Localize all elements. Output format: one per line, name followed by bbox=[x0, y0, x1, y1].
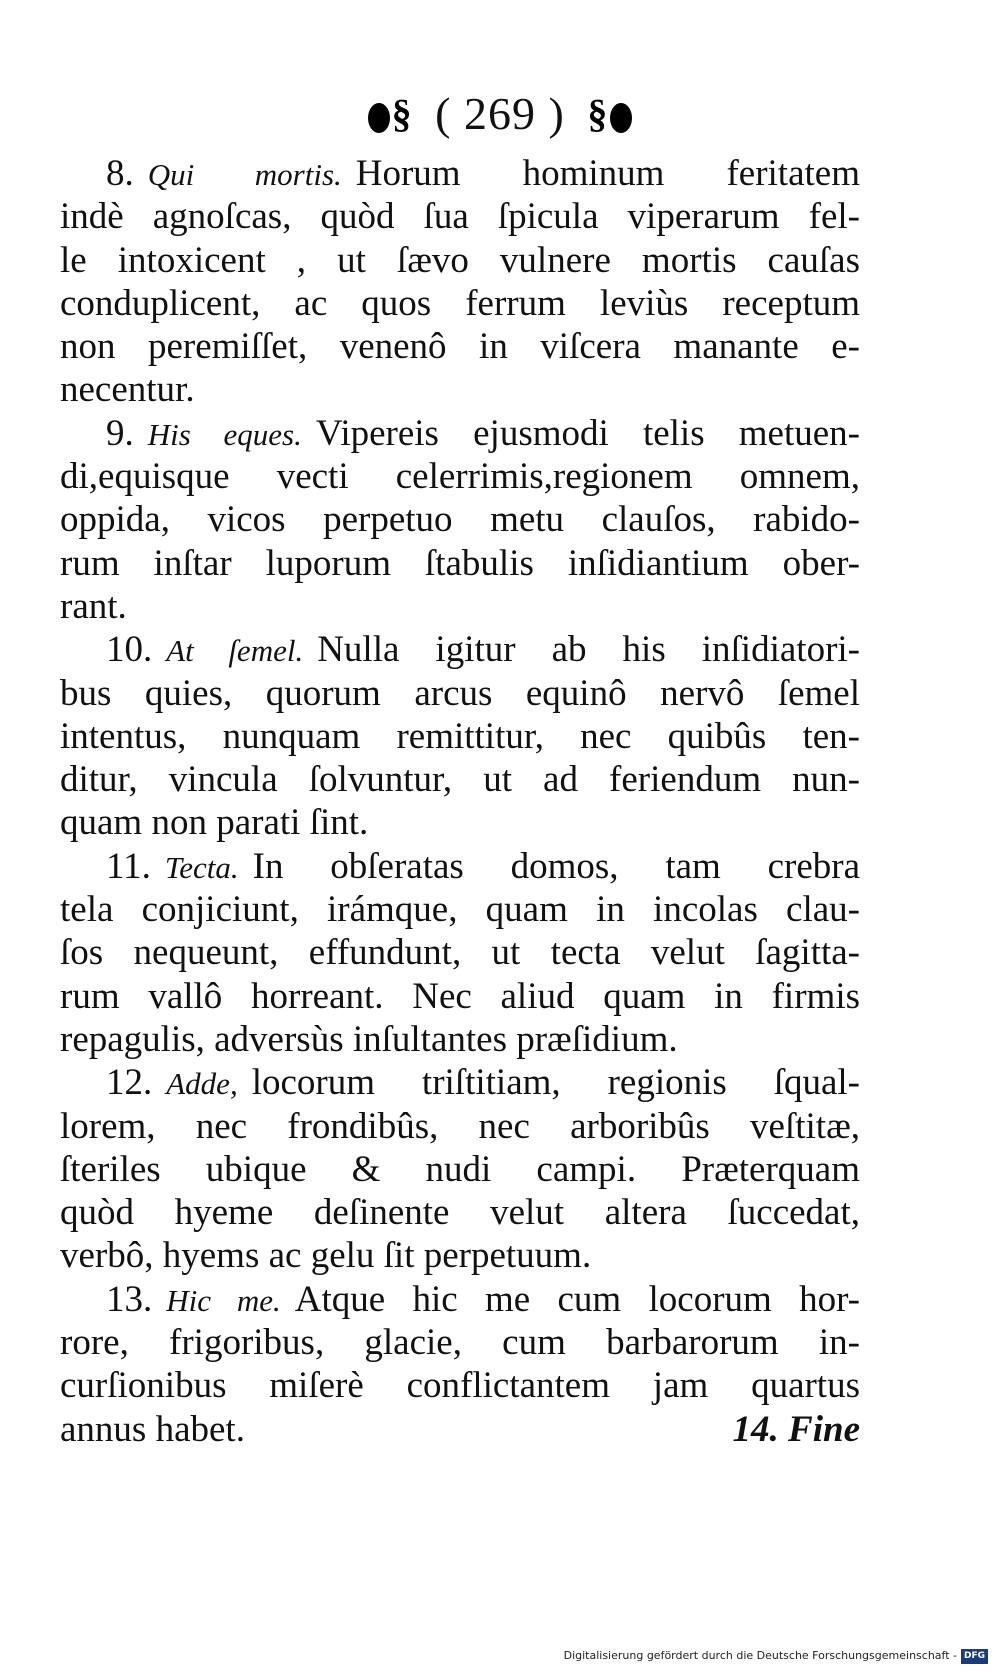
text-line: lorem, nec frondibûs, nec arboribûs veſtitæ, bbox=[60, 1105, 860, 1147]
line-text: Atque hic me cum locorum hor- bbox=[294, 1278, 861, 1320]
digitization-footer bbox=[564, 1646, 988, 1666]
text-line: tela conjiciunt, irámque, quam in incolas clau- bbox=[60, 889, 860, 931]
paragraph-first-line bbox=[60, 152, 860, 195]
paragraph-keyword: His eques. bbox=[147, 416, 302, 452]
text-line: non peremiſſet, venenô in viſcera manante e- bbox=[60, 326, 860, 368]
text-line: rant. bbox=[60, 585, 127, 627]
text-line: necentur. bbox=[60, 369, 195, 411]
text-line: oppida, vicos perpetuo metu clauſos, rabido- bbox=[60, 499, 860, 541]
dfg-logo-icon: DFG bbox=[961, 1649, 988, 1664]
text-line: curſionibus miſerè conflictantem jam quartus bbox=[60, 1365, 860, 1407]
page-header bbox=[0, 82, 1000, 142]
line-text: Vipereis ejusmodi telis metuen- bbox=[315, 412, 861, 454]
text-line: repagulis, adversùs inſultantes præſidium. bbox=[60, 1018, 678, 1060]
paragraph-number: 11. bbox=[106, 845, 151, 887]
line-text: Nulla igitur ab his inſidiatori- bbox=[317, 629, 860, 671]
text-line: ditur, vincula ſolvuntur, ut ad feriendum nun- bbox=[60, 759, 860, 801]
line-text: Horum hominum feritatem bbox=[355, 153, 860, 194]
paragraph-first-line bbox=[60, 845, 860, 888]
text-line bbox=[60, 1408, 860, 1451]
text-line: bus quies, quorum arcus equinô nervô ſemel bbox=[60, 672, 860, 714]
paragraph-first-line bbox=[60, 1061, 860, 1104]
paragraph-number: 13. bbox=[106, 1278, 153, 1320]
text-line: le intoxicent , ut ſævo vulnere mortis cauſas bbox=[60, 239, 860, 281]
line-text: locorum triſtitiam, regionis ſqual- bbox=[251, 1062, 860, 1104]
paragraph-first-line bbox=[60, 628, 860, 671]
paragraph-number: 9. bbox=[106, 412, 134, 454]
text-line: conduplicent, ac quos ferrum leviùs receptum bbox=[60, 282, 860, 324]
line-text: In obſeratas domos, tam crebra bbox=[252, 845, 860, 887]
paragraph-number: 12. bbox=[106, 1062, 153, 1104]
text-line: quam non parati ſint. bbox=[60, 802, 369, 844]
text-body bbox=[60, 152, 860, 1451]
paragraph-number: 8. bbox=[106, 153, 134, 194]
text-line: rum inſtar luporum ſtabulis inſidiantium ober- bbox=[60, 542, 860, 584]
paragraph-first-line bbox=[60, 412, 860, 455]
text-line: verbô, hyems ac gelu ſit perpetuum. bbox=[60, 1235, 592, 1277]
text-line: indè agnoſcas, quòd ſua ſpicula viperarum fel- bbox=[60, 196, 860, 238]
paragraph-keyword: Adde, bbox=[166, 1066, 238, 1102]
text-line: quòd hyeme deſinente velut altera ſuccedat, bbox=[60, 1192, 860, 1234]
paragraph-keyword: Qui mortis. bbox=[147, 157, 342, 192]
text-line: rore, frigoribus, glacie, cum barbarorum in- bbox=[60, 1322, 860, 1364]
line-text: annus habet. bbox=[60, 1408, 245, 1450]
catchword: 14. Fine bbox=[732, 1408, 860, 1450]
paragraph-keyword: Hic me. bbox=[166, 1282, 281, 1318]
paragraph-first-line bbox=[60, 1278, 860, 1321]
text-line: ſteriles ubique & nudi campi. Præterquam bbox=[60, 1148, 860, 1190]
right-ornament: § bbox=[587, 86, 634, 142]
text-line: intentus, nunquam remittitur, nec quibûs ten- bbox=[60, 715, 860, 757]
left-ornament: § bbox=[366, 86, 413, 142]
text-line: ſos nequeunt, effundunt, ut tecta velut ſagitta- bbox=[60, 932, 860, 974]
text-line: rum vallô horreant. Nec aliud quam in firmis bbox=[60, 975, 860, 1017]
paragraph-keyword: At ſemel. bbox=[166, 633, 304, 669]
text-line: di,equisque vecti celerrimis,regionem omnem, bbox=[60, 456, 860, 498]
paragraph-number: 10. bbox=[106, 629, 153, 671]
paragraph-keyword: Tecta. bbox=[164, 849, 239, 885]
page-number: ( 269 ) bbox=[435, 88, 565, 140]
footer-text: Digitalisierung gefördert durch die Deutsche Forschungsgemeinschaft - bbox=[563, 1649, 957, 1662]
